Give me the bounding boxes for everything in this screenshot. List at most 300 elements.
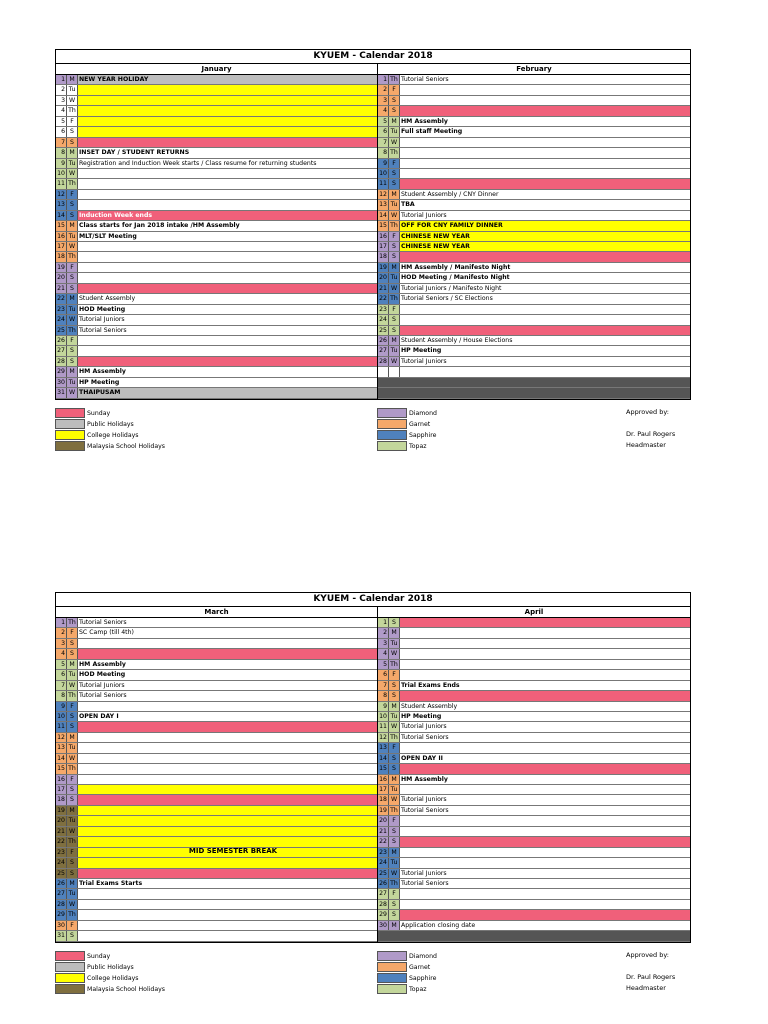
event-text: Student Assembly / CNY Dinner (401, 190, 499, 198)
calendar-day-row (56, 743, 377, 753)
day-number: 17 (379, 786, 387, 793)
weekday: S (389, 691, 400, 700)
event-text (400, 96, 690, 105)
calendar-day-row (56, 263, 377, 273)
day-number: 22 (57, 295, 65, 303)
weekday: F (389, 159, 400, 168)
weekday: S (67, 722, 78, 731)
day-number: 12 (379, 733, 387, 741)
calendar-day-row (378, 106, 690, 116)
day-number: 6 (56, 670, 67, 679)
calendar-day-row (378, 754, 690, 764)
weekday: W (389, 357, 400, 366)
day-number: 23 (379, 848, 387, 856)
calendar-day-row (56, 326, 377, 336)
event-text: HM Assembly (79, 368, 126, 376)
legend-label: Malaysia School Holidays (87, 442, 165, 450)
weekday: M (67, 806, 78, 815)
day-number: 9 (378, 702, 389, 711)
legend-item (55, 419, 134, 430)
approved-by-label: Approved by: (626, 950, 669, 959)
event-text: Application closing date (401, 921, 476, 929)
weekday: S (389, 827, 400, 836)
calendar-table (55, 592, 691, 943)
weekday: S (67, 858, 78, 867)
legend-label: Diamond (409, 409, 437, 417)
weekday: W (389, 211, 400, 220)
day-number: 13 (379, 744, 387, 752)
event-text (78, 242, 377, 251)
event-text (78, 910, 377, 919)
day-number: 23 (379, 305, 387, 313)
weekday: S (67, 200, 78, 209)
legend-swatch (55, 441, 85, 451)
event-text (400, 931, 690, 940)
event-text (400, 785, 690, 794)
day-number: 15 (379, 222, 387, 230)
weekday: S (389, 315, 400, 324)
day-number: 6 (378, 670, 389, 679)
calendar-day-row (56, 252, 377, 262)
calendar-day-row (378, 378, 690, 388)
day-number: 27 (379, 890, 387, 898)
day-number: 22 (379, 838, 387, 846)
day-number: 9 (378, 159, 389, 168)
event-text (400, 85, 690, 94)
weekday: S (67, 211, 78, 220)
day-number: 17 (379, 243, 387, 250)
event-text (400, 837, 690, 846)
day-number: 2 (378, 628, 389, 637)
calendar-day-row (378, 252, 690, 262)
day-number: 7 (378, 138, 389, 147)
weekday: Tu (389, 273, 400, 282)
calendar-page-1 (55, 49, 691, 456)
weekday: Th (389, 294, 400, 303)
day-number: 11 (379, 723, 387, 731)
day-number: 10 (379, 169, 387, 177)
weekday: S (389, 179, 400, 188)
day-number: 22 (379, 295, 387, 303)
day-number: 13 (57, 201, 65, 209)
event-text (400, 367, 690, 376)
weekday: Tu (67, 305, 78, 314)
calendar-day-row (378, 827, 690, 837)
legend-swatch (55, 973, 85, 983)
weekday: Th (389, 148, 400, 157)
day-number: 18 (57, 253, 65, 261)
day-number: 29 (379, 911, 387, 919)
month-column (56, 75, 378, 399)
day-number: 14 (57, 211, 65, 219)
day-number: 14 (57, 754, 65, 762)
legend-item (377, 962, 430, 973)
day-number: 24 (57, 316, 65, 324)
event-text: Induction Week ends (78, 211, 377, 220)
event-text (400, 649, 690, 658)
event-text: Student Assembly (79, 295, 136, 303)
calendar-day-row (56, 858, 377, 868)
calendar-day-row (378, 232, 690, 242)
event-text (78, 200, 377, 209)
calendar-day-row (56, 775, 377, 785)
day-number: 5 (378, 117, 389, 126)
day-number: 17 (57, 786, 65, 793)
event-text (78, 96, 377, 105)
legend-swatch (55, 984, 85, 994)
event-text (78, 733, 377, 742)
legend-swatch (377, 962, 407, 972)
legend-item (55, 973, 139, 984)
calendar-day-row (378, 910, 690, 920)
event-text: Trial Exams Ends (401, 681, 460, 689)
mid-semester-break-label: MID SEMESTER BREAK (188, 847, 278, 855)
event-text (400, 858, 690, 867)
weekday: Tu (389, 639, 400, 648)
weekday: W (67, 681, 78, 690)
weekday: W (67, 96, 78, 105)
day-number: 19 (57, 263, 65, 271)
weekday: Th (67, 252, 78, 261)
weekday: W (67, 242, 78, 251)
weekday: Th (389, 806, 400, 815)
day-number: 14 (379, 754, 387, 762)
event-text (400, 816, 690, 825)
calendar-day-row (56, 75, 377, 85)
day-number: 20 (57, 817, 65, 825)
signatory-title: Headmaster (626, 983, 666, 992)
calendar-day-row (56, 85, 377, 95)
event-text (78, 639, 377, 648)
legend-item (55, 430, 139, 441)
calendar-title: KYUEM - Calendar 2018 (56, 593, 690, 607)
calendar-day-row (56, 148, 377, 158)
event-text: Tutorial Juniors / Manifesto Night (401, 284, 502, 292)
weekday: Tu (67, 889, 78, 898)
calendar-day-row (56, 681, 377, 691)
day-number: 17 (57, 243, 65, 250)
weekday: Th (67, 618, 78, 627)
weekday: Tu (389, 346, 400, 355)
day-number: 2 (56, 85, 67, 94)
calendar-day-row (378, 346, 690, 356)
calendar-day-row (378, 639, 690, 649)
weekday: Tu (389, 127, 400, 136)
month-column (378, 618, 690, 942)
day-number: 4 (378, 106, 389, 115)
calendar-day-row (56, 806, 377, 816)
event-text (78, 346, 377, 355)
event-text: HOD Meeting (79, 305, 126, 313)
event-text (78, 775, 377, 784)
day-number: 6 (56, 127, 67, 136)
calendar-day-row (378, 336, 690, 346)
calendar-day-row (378, 618, 690, 628)
event-text (78, 649, 377, 658)
legend-item (55, 951, 110, 962)
weekday: Tu (67, 743, 78, 752)
event-text: Tutorial Juniors (79, 316, 125, 324)
legend-swatch (377, 951, 407, 961)
legend (55, 951, 691, 999)
weekday: W (389, 869, 400, 878)
month-header-row (56, 607, 690, 618)
calendar-day-row (378, 879, 690, 889)
event-text: HOD Meeting (79, 671, 126, 679)
event-text (78, 858, 377, 867)
day-number: 14 (379, 211, 387, 219)
month-column (378, 75, 690, 399)
day-number: 25 (379, 869, 387, 877)
legend-item (55, 962, 134, 973)
day-number: 9 (56, 702, 67, 711)
weekday: F (389, 743, 400, 752)
calendar-day-row (56, 159, 377, 169)
legend-label: Public Holidays (87, 420, 134, 428)
event-text (78, 869, 377, 878)
approved-by-label: Approved by: (626, 407, 669, 416)
calendar-day-row (378, 242, 690, 252)
calendar-day-row (56, 931, 377, 941)
calendar-day-row (56, 618, 377, 628)
calendar-day-row (378, 837, 690, 847)
legend-item (377, 984, 426, 995)
event-text: Student Assembly / House Elections (401, 336, 513, 344)
event-text (400, 179, 690, 188)
weekday: W (67, 388, 78, 397)
day-number: 11 (57, 180, 65, 188)
event-text (400, 305, 690, 314)
weekday: S (67, 649, 78, 658)
calendar-day-row (378, 148, 690, 158)
calendar-day-row (56, 200, 377, 210)
calendar-day-row (378, 660, 690, 670)
calendar-day-row (378, 795, 690, 805)
event-text (400, 252, 690, 261)
legend-item (55, 441, 165, 452)
weekday: S (67, 127, 78, 136)
day-number: 15 (57, 765, 65, 773)
calendar-day-row (56, 294, 377, 304)
event-text: OFF FOR CNY FAMILY DINNER (400, 221, 690, 230)
calendar-title: KYUEM - Calendar 2018 (56, 50, 690, 64)
calendar-day-row (378, 294, 690, 304)
calendar-day-row (56, 96, 377, 106)
calendar-day-row (56, 211, 377, 221)
event-text: Tutorial Juniors (401, 357, 447, 365)
calendar-day-row (56, 785, 377, 795)
calendar-day-row (378, 211, 690, 221)
day-number: 8 (56, 148, 67, 157)
day-number: 16 (57, 232, 65, 240)
calendar-day-row (56, 138, 377, 148)
day-number: 3 (378, 96, 389, 105)
weekday: W (67, 169, 78, 178)
legend-swatch (55, 419, 85, 429)
weekday: M (389, 628, 400, 637)
calendar-day-row (56, 889, 377, 899)
calendar-day-row (378, 712, 690, 722)
calendar-day-row (378, 200, 690, 210)
calendar-day-row (378, 900, 690, 910)
calendar-day-row (56, 315, 377, 325)
calendar-day-row (378, 733, 690, 743)
weekday: M (389, 775, 400, 784)
event-text (400, 326, 690, 335)
weekday: S (67, 346, 78, 355)
day-number: 21 (379, 827, 387, 835)
calendar-day-row (378, 326, 690, 336)
month-column (56, 618, 378, 942)
event-text (400, 670, 690, 679)
event-text (78, 931, 377, 940)
event-text: Tutorial Seniors (401, 806, 449, 814)
day-number: 21 (379, 284, 387, 292)
event-text (400, 743, 690, 752)
calendar-day-row (378, 848, 690, 858)
day-number: 13 (379, 201, 387, 209)
day-number: 6 (378, 127, 389, 136)
calendar-day-row (378, 305, 690, 315)
calendar-day-row (56, 117, 377, 127)
weekday: M (67, 148, 78, 157)
weekday: S (389, 106, 400, 115)
day-number: 16 (57, 775, 65, 783)
weekday: F (67, 117, 78, 126)
weekday: Th (67, 179, 78, 188)
legend-label: College Holidays (87, 974, 139, 982)
day-number: 7 (378, 681, 389, 690)
event-text (78, 169, 377, 178)
event-text (400, 691, 690, 700)
day-number: 5 (56, 117, 67, 126)
day-number (378, 388, 389, 397)
calendar-grid (56, 618, 690, 942)
day-number: 26 (57, 336, 65, 344)
day-number: 22 (57, 838, 65, 846)
event-text (78, 357, 377, 366)
calendar-day-row (56, 816, 377, 826)
event-text: THAIPUSAM (78, 388, 377, 397)
calendar-day-row (378, 117, 690, 127)
weekday: F (389, 85, 400, 94)
weekday: F (389, 889, 400, 898)
weekday: Th (389, 879, 400, 888)
weekday: M (389, 921, 400, 930)
day-number: 16 (379, 232, 387, 240)
event-text (400, 315, 690, 324)
weekday: Tu (389, 858, 400, 867)
legend-swatch (55, 430, 85, 440)
legend-label: Malaysia School Holidays (87, 985, 165, 993)
event-text (78, 837, 377, 846)
calendar-day-row (56, 660, 377, 670)
legend-swatch (377, 441, 407, 451)
signatory-name: Dr. Paul Rogers (626, 429, 676, 438)
weekday: W (389, 649, 400, 658)
calendar-day-row (378, 775, 690, 785)
weekday: Tu (67, 159, 78, 168)
event-text: Tutorial Seniors (79, 619, 127, 626)
calendar-day-row (56, 628, 377, 638)
calendar-day-row (378, 806, 690, 816)
signatory-name: Dr. Paul Rogers (626, 972, 676, 981)
legend-item (377, 419, 430, 430)
event-text (400, 628, 690, 637)
event-text: Tutorial Seniors (401, 879, 449, 887)
weekday: Tu (389, 200, 400, 209)
event-text: NEW YEAR HOLIDAY (78, 75, 377, 84)
calendar-day-row (378, 691, 690, 701)
calendar-day-row (378, 221, 690, 231)
day-number: 7 (56, 681, 67, 690)
weekday: S (389, 837, 400, 846)
calendar-day-row (56, 284, 377, 294)
event-text (78, 252, 377, 261)
calendar-day-row (378, 96, 690, 106)
day-number: 13 (57, 744, 65, 752)
day-number: 8 (378, 148, 389, 157)
legend-swatch (55, 951, 85, 961)
day-number: 2 (56, 628, 67, 637)
weekday: S (389, 618, 400, 627)
day-number: 29 (57, 911, 65, 919)
weekday: F (67, 848, 78, 857)
event-text (78, 743, 377, 752)
calendar-day-row (56, 869, 377, 879)
event-text: INSET DAY / STUDENT RETURNS (79, 149, 190, 157)
day-number: 1 (378, 75, 389, 84)
legend-label: Sapphire (409, 974, 437, 982)
weekday (389, 388, 400, 397)
event-text: Student Assembly (401, 702, 458, 710)
calendar-day-row (56, 179, 377, 189)
day-number: 11 (57, 723, 65, 731)
weekday: S (389, 242, 400, 251)
day-number: 26 (379, 879, 387, 887)
weekday: Tu (67, 232, 78, 241)
calendar-day-row (56, 346, 377, 356)
calendar-day-row (56, 764, 377, 774)
weekday: M (67, 221, 78, 230)
calendar-day-row (378, 921, 690, 931)
legend-label: Topaz (409, 985, 427, 993)
legend-item (55, 984, 165, 995)
event-text (78, 106, 377, 115)
event-text: CHINESE NEW YEAR (400, 242, 690, 251)
day-number: 20 (57, 274, 65, 282)
weekday: Th (67, 910, 78, 919)
event-text: Trial Exams Starts (79, 879, 143, 887)
day-number: 1 (56, 75, 67, 84)
event-text (78, 179, 377, 188)
event-text (78, 900, 377, 909)
event-text (400, 388, 690, 397)
calendar-day-row (56, 221, 377, 231)
event-text: Tutorial Juniors (79, 681, 125, 689)
weekday: S (389, 910, 400, 919)
calendar-day-row (378, 858, 690, 868)
weekday: F (389, 670, 400, 679)
day-number: 20 (379, 274, 387, 282)
weekday: M (67, 660, 78, 669)
event-text: Class starts for Jan 2018 intake /HM Assembly (79, 222, 240, 230)
weekday: Th (389, 221, 400, 230)
weekday: F (389, 816, 400, 825)
day-number: 19 (57, 806, 65, 814)
event-text: HP Meeting (401, 712, 442, 720)
event-text (400, 848, 690, 857)
